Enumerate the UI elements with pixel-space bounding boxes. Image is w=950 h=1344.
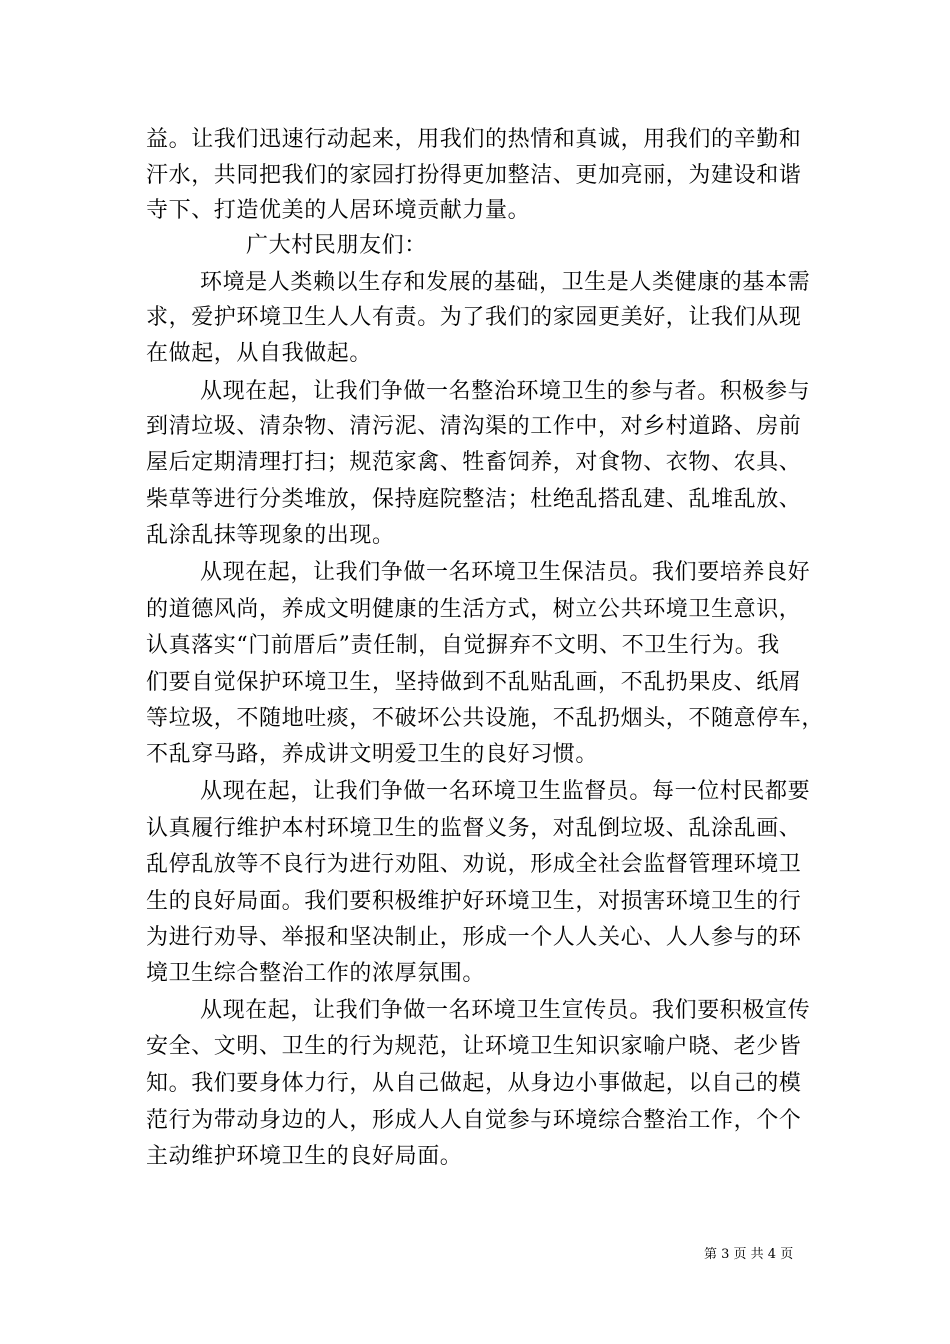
text-line: 们要自觉保护环境卫生，坚持做到不乱贴乱画，不乱扔果皮、纸屑 [146,670,802,695]
text-line: 在做起，从自我做起。 [146,341,373,366]
text-line: 为进行劝导、举报和坚决制止，形成一个人人关心、人人参与的环 [146,925,802,950]
text-line: 知。我们要身体力行，从自己做起，从身边小事做起，以自己的模 [146,1071,802,1096]
paragraph-start-line: 环境是人类赖以生存和发展的基础，卫生是人类健康的基本需 [200,270,811,295]
salutation-line: 广大村民朋友们： [246,233,427,258]
text-line: 乱停乱放等不良行为进行劝阻、劝说，形成全社会监督管理环境卫 [146,852,802,877]
text-line: 乱涂乱抹等现象的出现。 [146,523,395,548]
text-line: 认真履行维护本村环境卫生的监督义务，对乱倒垃圾、乱涂乱画、 [146,816,802,841]
text-line: 安全、文明、卫生的行为规范，让环境卫生知识家喻户晓、老少皆 [146,1034,802,1059]
paragraph-start-line: 从现在起，让我们争做一名环境卫生监督员。每一位村民都要 [200,779,811,804]
paragraph-start-line: 从现在起，让我们争做一名环境卫生保洁员。我们要培养良好 [200,560,811,585]
text-line: 益。让我们迅速行动起来，用我们的热情和真诚，用我们的辛勤和 [146,127,802,152]
text-line: 境卫生综合整治工作的浓厚氛围。 [146,961,486,986]
paragraph-start-line: 从现在起，让我们争做一名环境卫生宣传员。我们要积极宣传 [200,998,811,1023]
text-line: 生的良好局面。我们要积极维护好环境卫生，对损害环境卫生的行 [146,889,802,914]
text-line: 认真落实“门前厝后”责任制，自觉摒弃不文明、不卫生行为。我 [146,633,780,658]
text-line: 寺下、打造优美的人居环境贡献力量。 [146,198,531,223]
text-line: 柴草等进行分类堆放，保持庭院整洁；杜绝乱搭乱建、乱堆乱放、 [146,487,802,512]
text-line: 不乱穿马路，养成讲文明爱卫生的良好习惯。 [146,742,599,767]
text-line: 汗水，共同把我们的家园打扮得更加整洁、更加亮丽，为建设和谐 [146,163,802,188]
text-line: 屋后定期清理打扫；规范家禽、牲畜饲养，对食物、衣物、农具、 [146,450,802,475]
text-line: 到清垃圾、清杂物、清污泥、清沟渠的工作中，对乡村道路、房前 [146,414,802,439]
text-line: 求，爱护环境卫生人人有责。为了我们的家园更美好，让我们从现 [146,305,802,330]
text-line: 范行为带动身边的人，形成人人自觉参与环境综合整治工作，个个 [146,1108,802,1133]
text-line: 等垃圾，不随地吐痰，不破坏公共设施，不乱扔烟头，不随意停车， [146,706,825,731]
page-number: 第 3 页 共 4 页 [704,1247,794,1262]
text-line: 的道德风尚，养成文明健康的生活方式，树立公共环境卫生意识， [146,597,802,622]
paragraph-start-line: 从现在起，让我们争做一名整治环境卫生的参与者。积极参与 [200,379,811,404]
text-line: 主动维护环境卫生的良好局面。 [146,1144,463,1169]
